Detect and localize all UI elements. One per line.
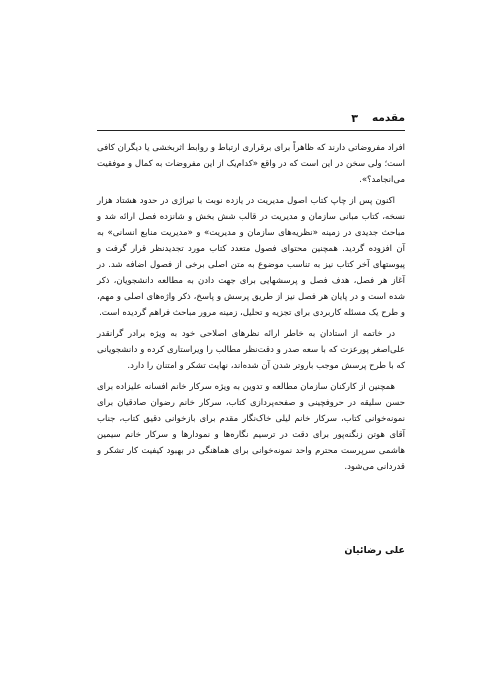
author-signature: علی رضائیان: [344, 545, 405, 556]
paragraph-2: اکنون پس از چاپ کتاب اصول مدیریت در یازده نوبت با تیراژی در حدود هشتاد هزار نسخه، کتاب مبانی سازمان و مدیریت در قالب شش بخش و شانزده فصل ارائه شد و مباحث جدیدی در زمینه «نظریه‌های سازمان و مدیریت» و «مدیریت منابع انسانی» به آن افزوده گردید. همچنین محتوای فصول متعدد کتاب مورد تجدیدنظر قرار گرفت و پیوستهای آخر کتاب نیز به تناسب موضوع به متن اصلی برخی از فصول اضافه شد. در آغاز هر فصل، هدف فصل و پرسشهایی برای جهت دادن به مطالعه دانشجویان، ذکر شده است و در پایان هر فصل نیز از طریق پرسش و پاسخ، ذکر واژه‌های اصلی و مهم، و طرح یک مسئله کاربردی برای تجزیه و تحلیل، زمینه مرور مباحث فراهم گردیده است.: [97, 196, 405, 318]
body-text: [97, 140, 405, 480]
paragraph-3: در خاتمه از استادان به خاطر ارائه نظرهای اصلاحی خود به ویژه برادر گرانقدر علی‌اصغر پورعزت که با سعه صدر و دقت‌نظر مطالب را ویراستاری کرده و دانشجویانی که با طرح پرسش موجب باروتر شدن آن شده‌اند، نهایت تشکر و امتنان را دارد.: [97, 329, 405, 371]
page-number: ۳: [351, 111, 358, 125]
paragraph-1: افراد مفروضاتی دارند که ظاهراً برای برقراری ارتباط و روابط اثربخشی یا دیگران کافی است؛ ولی سخن در این است که در واقع «کدام‌یک از این مفروضات به کمال و موفقیت می‌انجامد؟».: [97, 143, 405, 185]
paragraph-4: همچنین از کارکنان سازمان مطالعه و تدوین به ویژه سرکار خانم افسانه علیزاده برای حسن سلیقه در حروفچینی و صفحه‌پردازی کتاب، سرکار خانم رضوان صادقیان برای نمونه‌خوانی کتاب، سرکار خانم لیلی خاک‌نگار مقدم برای بازخوانی دقیق کتاب، جناب آقای هوتن زنگنه‌پور برای دقت در ترسیم نگاره‌ها و نمودارها و سرکار خانم سیمین هاشمی سرپرست محترم واحد نمونه‌خوانی برای هماهنگی در بهبود کیفیت کار تشکر و قدردانی می‌شود.: [97, 382, 405, 472]
running-head-title: مقدمه: [372, 112, 405, 124]
running-head: [97, 108, 405, 128]
header-rule: [97, 130, 405, 131]
